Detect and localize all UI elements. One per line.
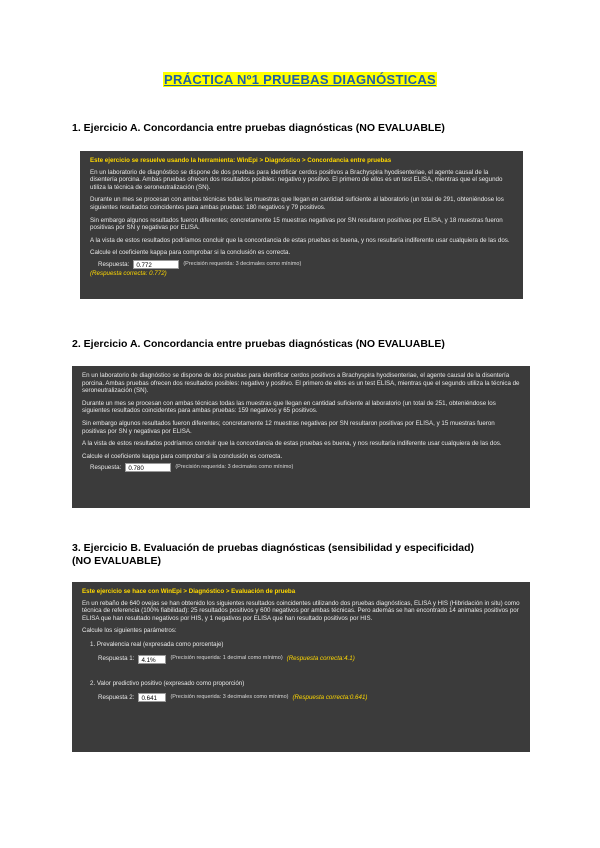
exercise-2-panel: [72, 366, 530, 508]
answer-row: [90, 693, 520, 702]
answer-input[interactable]: 0.641: [138, 693, 166, 702]
paragraph: A la vista de estos resultados podríamos concluir que la concordancia de estas pruebas es buena, y nos resultaría indiferente usar cualquiera de las dos.: [82, 440, 502, 448]
paragraph: Durante un mes se procesan con ambas técnicas todas las muestras que llegan en cantidad suficiente al laboratorio (un total de 291, obteniéndose los siguientes resultados coincidentes para ambas pruebas: 180 negativos y 79 positivos.: [90, 196, 504, 211]
document-title: PRÁCTICA Nº1 PRUEBAS DIAGNÓSTICAS: [163, 72, 437, 87]
paragraph: En un laboratorio de diagnóstico se dispone de dos pruebas para identificar cerdos positivos a Brachyspira hyodisenteriae, el agente causal de la disentería porcina. Ambas pruebas ofrecen dos resultados posibles: negativo y positivo. El primero de ellos es un test ELISA, mientras que el segundo utiliza la técnica de seroneutralización (SN).: [90, 168, 503, 191]
section-2-heading: 2. Ejercicio A. Concordancia entre pruebas diagnósticas (NO EVALUABLE): [72, 338, 445, 350]
exercise-3-panel: [72, 582, 530, 752]
paragraph: Sin embargo algunos resultados fueron diferentes; concretamente 15 muestras negativas por SN resultaron positivas por ELISA, y 18 muestras fueron positivas por SN y negativas por ELISA.: [90, 216, 503, 232]
paragraph: En un rebaño de 640 ovejas se han obtenido los siguientes resultados coincidentes utilizando dos pruebas diagnósticas, ELISA y HIS (Hibridación in situ) como técnica de referencia (100% fiabilidad): 25 resultados positivos y 600 negativos por ambas técnicas. Pero además se han encontrado 14 animales positivos por ELISA que han resultado negativos por HIS, y 1 negativos por ELISA que han resultado positivos por HIS.: [82, 599, 520, 622]
answer-label: Respuesta 2:: [98, 693, 135, 701]
paragraph: Durante un mes se procesan con ambas técnicas todas las muestras que llegan en cantidad suficiente al laboratorio (un total de 251, obteniéndose los siguientes resultados coincidentes para ambas pruebas: 159 negativos y 65 positivos.: [82, 399, 496, 415]
answer-label: Respuesta:: [98, 260, 130, 268]
answer-label: Respuesta 1:: [98, 655, 135, 663]
paragraph: A la vista de estos resultados podríamos concluir que la concordancia de estas pruebas es buena, y nos resultaría indiferente usar cualquiera de las dos.: [90, 236, 510, 244]
paragraph: Calcule los siguientes parámetros:: [82, 627, 177, 635]
correct-answer: (Respuesta correcta:4.1): [286, 655, 355, 663]
question-item: [82, 641, 520, 664]
section-3-heading: [72, 542, 474, 568]
answer-input[interactable]: 0.780: [125, 463, 171, 472]
paragraph: En un laboratorio de diagnóstico se dispone de dos pruebas para identificar cerdos positivos a Brachyspira hyodisenteriae, el agente causal de la disentería porcina. Ambas pruebas ofrecen dos resultados posibles: negativo y positivo. El primero de ellos es un test ELISA, mientras que el segundo utiliza la técnica de seroneutralización (SN).: [82, 372, 520, 395]
paragraph: Calcule el coeficiente kappa para comprobar si la conclusión es correcta.: [82, 452, 283, 460]
question-label: 1. Prevalencia real (expresada como porcentaje): [90, 640, 224, 648]
question-label: 2. Valor predictivo positivo (expresado como proporción): [90, 679, 245, 687]
precision-note: (Precisión requerida: 3 decimales como mínimo): [170, 693, 289, 700]
precision-note: (Precisión requerida: 3 decimales como mínimo): [183, 260, 302, 267]
correct-answer: (Respuesta correcta: 0.772): [90, 269, 167, 277]
paragraph: Sin embargo algunos resultados fueron diferentes; concretamente 12 muestras negativas por SN resultaron positivas por ELISA, y 15 muestras fueron positivas por SN y negativas por ELISA.: [82, 419, 495, 435]
exercise-1-panel: [80, 151, 523, 299]
precision-note: (Precisión requerida: 3 decimales como mínimo): [175, 464, 294, 471]
answer-label: Respuesta:: [90, 464, 122, 472]
answer-row: [82, 463, 520, 472]
paragraph: Calcule el coeficiente kappa para comprobar si la conclusión es correcta.: [90, 249, 291, 257]
precision-note: (Precisión requerida: 1 decimal como mínimo): [170, 655, 283, 662]
panel-header: Este ejercicio se hace con WinEpi > Diagnóstico > Evaluación de prueba: [82, 588, 296, 595]
question-item: [82, 680, 520, 703]
correct-answer: (Respuesta correcta:0.641): [292, 693, 368, 701]
answer-input[interactable]: 0.772: [133, 260, 179, 269]
answer-row: [90, 655, 520, 664]
panel-header: Este ejercicio se resuelve usando la herramienta: WinEpi > Diagnóstico > Concordancia entre pruebas: [90, 157, 392, 164]
answer-input[interactable]: 4.1%: [138, 655, 166, 664]
answer-row: [90, 260, 513, 269]
heading-line: 3. Ejercicio B. Evaluación de pruebas diagnósticas (sensibilidad y especificidad): [72, 542, 475, 554]
heading-line: (NO EVALUABLE): [72, 555, 162, 567]
section-1-heading: 1. Ejercicio A. Concordancia entre pruebas diagnósticas (NO EVALUABLE): [72, 122, 445, 134]
